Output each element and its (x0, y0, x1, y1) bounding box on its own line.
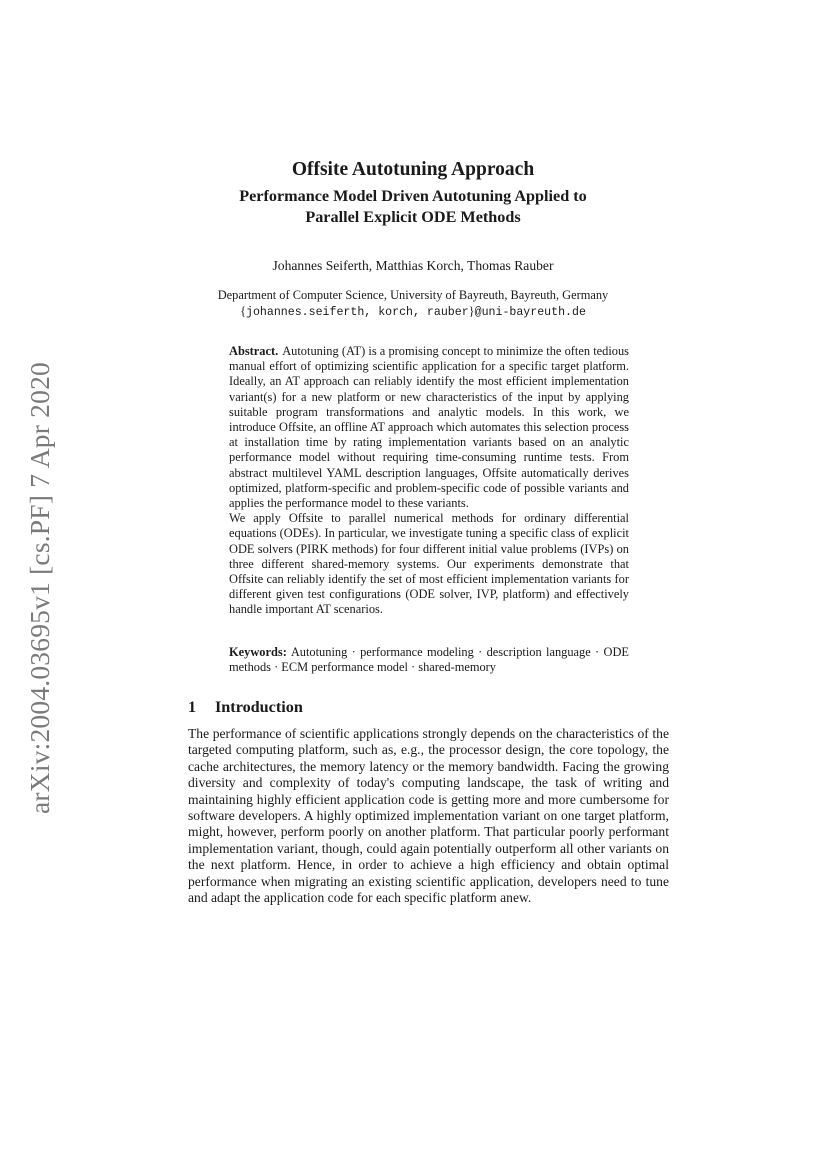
paper-subtitle (0, 186, 826, 227)
paper-subtitle-line-1: Performance Model Driven Autotuning Applied to (239, 187, 587, 205)
email-names: johannes.seiferth, korch, rauber (246, 306, 469, 319)
abstract-block (229, 344, 629, 618)
author-affiliation: Department of Computer Science, University of Bayreuth, Bayreuth, Germany (217, 288, 609, 302)
paper-title: Offsite Autotuning Approach (291, 159, 535, 180)
arxiv-identifier-text: arXiv:2004.03695v1 [cs.PF] 7 Apr 2020 (24, 362, 55, 814)
email-close-brace: } (468, 304, 475, 318)
email-domain: @uni-bayreuth.de (474, 306, 586, 319)
keywords-label: Keywords: (229, 645, 287, 659)
abstract-label: Abstract. (229, 344, 279, 358)
introduction-body (188, 726, 669, 906)
paper-subtitle-line-2: Parallel Explicit ODE Methods (305, 207, 521, 226)
section-heading-introduction (188, 697, 303, 717)
abstract-paragraph-1 (229, 344, 629, 511)
section-title: Introduction (215, 698, 303, 716)
author-list: Johannes Seiferth, Matthias Korch, Thomas Rauber (272, 258, 554, 273)
keywords-block (229, 645, 629, 675)
author-email (0, 303, 826, 321)
email-open-brace: { (240, 304, 247, 318)
section-number: 1 (188, 698, 197, 716)
abstract-paragraph-1-text: Autotuning (AT) is a promising concept to minimize the often tedious manual effort of optimizing scientific application for a specific target platform. Ideally, an AT approach can reliably identify the most efficient implementation variant(s) for a new platform or new characteristics of the input by applying suitable program transformations and analytic models. In this work, we introduce Offsite, an offline AT approach which automates this selection process at installation time by rating implementation variants based on an analytic performance model without requiring time-consuming runtime tests. From abstract multilevel YAML description languages, Offsite automatically derives optimized, platform-specific and problem-specific code of possible variants and applies the performance model to these variants. (229, 344, 629, 511)
keywords-text: Autotuning · performance modeling · description language · ODE methods · ECM performance model · shared-memory (229, 645, 629, 675)
abstract-paragraph-2: We apply Offsite to parallel numerical methods for ordinary differential equations (ODEs). In particular, we investigate tuning a specific class of explicit ODE solvers (PIRK methods) for four different initial value problems (IVPs) on three different shared-memory systems. Our experiments demonstrate that Offsite can reliably identify the set of most efficient implementation variants for different given test configurations (ODE solver, IVP, platform) and effectively handle important AT scenarios. (229, 511, 629, 617)
introduction-paragraph: The performance of scientific applications strongly depends on the characteristics of the targeted computing platform, such as, e.g., the processor design, the core topology, the cache architectures, the memory latency or the memory bandwidth. Facing the growing diversity and complexity of today's computing landscape, the task of writing and maintaining highly efficient application code is getting more and more cumbersome for software developers. A highly optimized implementation variant on one target platform, might, however, perform poorly on another platform. That particular poorly performant implementation variant, though, could again potentially outperform all other variants on the next platform. Hence, in order to achieve a high efficiency and obtain optimal performance when migrating an existing scientific application, developers need to tune and adapt the application code for each specific platform anew. (188, 726, 669, 906)
